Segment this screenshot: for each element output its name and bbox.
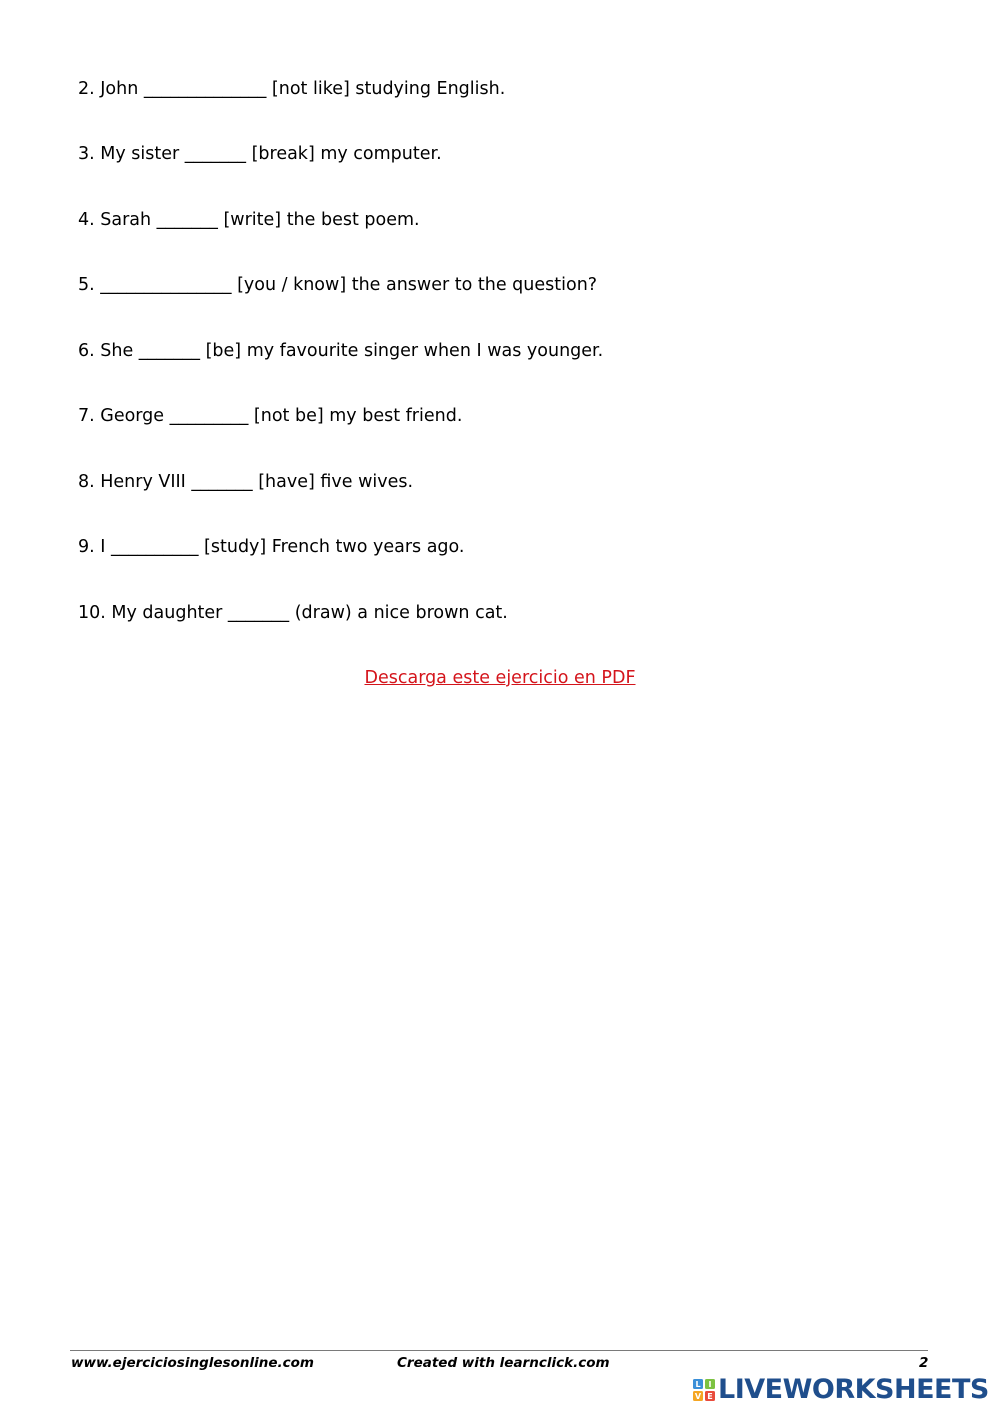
- exercise-item-5: 5. _______________ [you / know] the answer to the question?: [78, 275, 598, 295]
- exercise-item-4: 4. Sarah _______ [write] the best poem.: [78, 210, 420, 230]
- footer-page-number: 2: [919, 1355, 929, 1371]
- exercise-item-10: 10. My daughter _______ (draw) a nice brown cat.: [78, 603, 508, 623]
- exercise-item-7: 7. George _________ [not be] my best friend.: [78, 406, 463, 426]
- footer-created-with: Created with learnclick.com: [397, 1355, 610, 1371]
- exercise-item-8: 8. Henry VIII _______ [have] five wives.: [78, 472, 414, 492]
- exercise-item-2: 2. John ______________ [not like] studying English.: [78, 79, 506, 99]
- footer-divider: [70, 1350, 928, 1351]
- exercise-item-3: 3. My sister _______ [break] my computer.: [78, 144, 442, 164]
- svg-text:I: I: [708, 1380, 712, 1389]
- footer-site: www.ejerciciosinglesonline.com: [71, 1355, 314, 1371]
- liveworksheets-wordmark: LIVEWORKSHEETS: [718, 1374, 989, 1405]
- liveworksheets-logo-icon: [692, 1378, 716, 1402]
- svg-text:E: E: [707, 1392, 713, 1401]
- svg-text:L: L: [695, 1380, 701, 1389]
- liveworksheets-brand: [692, 1375, 989, 1405]
- pdf-download-container: [0, 667, 1000, 689]
- exercise-item-9: 9. I __________ [study] French two years ago.: [78, 537, 465, 557]
- pdf-download-link[interactable]: Descarga este ejercicio en PDF: [364, 668, 636, 688]
- svg-text:V: V: [694, 1392, 702, 1401]
- exercise-item-6: 6. She _______ [be] my favourite singer when I was younger.: [78, 341, 604, 361]
